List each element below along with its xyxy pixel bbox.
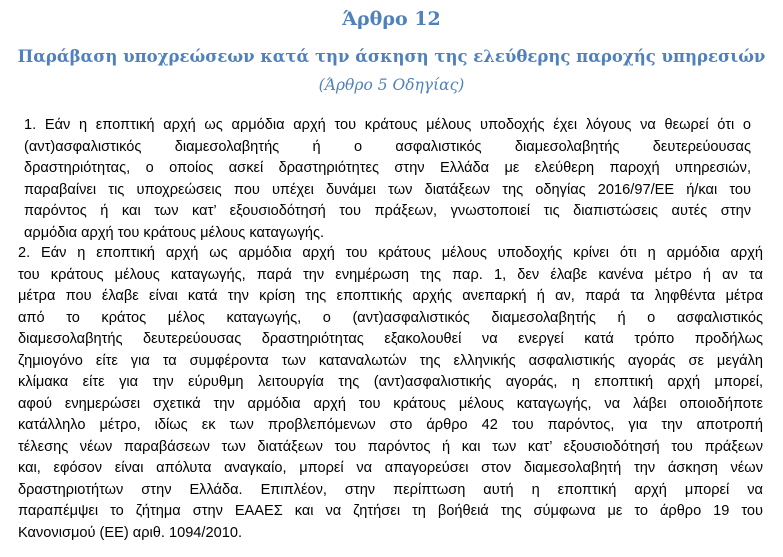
paragraph-line: από το κράτος μέλος καταγωγής, ο (αντ)ασφαλιστικός διαμεσολαβητής ή ο ασφαλιστικός (18, 309, 763, 326)
paragraph-line: μέτρα που έλαβε είναι κατά την κρίση της εποπτικής αρχής ανεπαρκή ή αν, παρά τα ληφθέντα μέτρα (18, 288, 763, 304)
paragraph-line: του κράτους μέλους καταγωγής, παρά την ενημέρωση της παρ. 1, δεν έλαβε κανένα μέτρο ή αν τα (18, 266, 763, 283)
paragraph-line: παρόντος ή και των κατ’ εξουσιοδότησή του πράξεων, γνωστοποιεί τις διαπιστώσεις αυτές στην (24, 203, 751, 219)
paragraph-line: 2. Εάν η εποπτική αρχή ως αρμόδια αρχή του κράτους μέλους υποδοχής κρίνει ότι η αρμόδια αρχή (18, 245, 763, 261)
paragraph-line: ζημιογόνο είτε για τα συμφέροντα των καταναλωτών της ελληνικής ασφαλιστικής αγοράς σε μεγάλη (18, 352, 763, 369)
paragraph-line: Κανονισμού (ΕΕ) αριθ. 1094/2010. (18, 524, 243, 541)
paragraph-line: τέλεσης νέων παραβάσεων των διατάξεων του παρόντος ή και των κατ’ εξουσιοδότησή του πράξεων (18, 438, 763, 455)
paragraph-line: κλίμακα είτε για την εύρυθμη λειτουργία της (αντ)ασφαλιστικής αγοράς, η εποπτική αρχή μπορεί, (18, 374, 763, 390)
paragraph-line: δραστηριότητας, ο οποίος ασκεί δραστηριότητες στην Ελλάδα με ελεύθερη παροχή υπηρεσιών, (24, 160, 751, 176)
paragraph-2 (18, 243, 763, 544)
paragraph-line: παραπέμψει το ζήτημα στην ΕΑΑΕΣ και να ζητήσει τη βοήθειά της σύμφωνα με το άρθρο 19 του (18, 503, 763, 519)
paragraph-line: (αντ)ασφαλιστικός διαμεσολαβητής ή ο ασφαλιστικός διαμεσολαβητής δευτερεύουσας (24, 138, 751, 155)
article-heading: Παράβαση υποχρεώσεων κατά την άσκηση της ελεύθερης παροχής υπηρεσιών (17, 47, 766, 66)
paragraph-line: κατάλληλο μέτρο, ιδίως εκ των προβλεπόμενων στο άρθρο 42 του παρόντος, για την αποτροπή (18, 417, 763, 433)
article-title: Άρθρο 12 (342, 8, 441, 30)
paragraph-line: δραστηριοτήτων στην Ελλάδα. Επιπλέον, στην περίπτωση αυτή η εποπτική αρχή μπορεί να (18, 481, 763, 498)
paragraph-line: αρμόδια αρχή του κράτους μέλους καταγωγής. (24, 224, 325, 241)
paragraph-line: αφού ενημερώσει σχετικά την αρμόδια αρχή του κράτους μέλους καταγωγής, να λάβει οποιοδήποτε (18, 395, 763, 412)
paragraph-1 (24, 115, 751, 244)
article-subheading: (Άρθρο 5 Οδηγίας) (318, 76, 465, 94)
paragraph-line: διαμεσολαβητής δευτερεύουσας δραστηριότητας εξακολουθεί να ενεργεί κατά τρόπο προδήλως (18, 331, 763, 347)
paragraph-line: παραβαίνει τις υποχρεώσεις που υπέχει δυνάμει των διατάξεων της οδηγίας 2016/97/ΕΕ ή/και του (24, 181, 751, 198)
paragraph-line: και, εφόσον είναι απόλυτα αναγκαίο, μπορεί να απαγορεύσει στον διαμεσολαβητή την άσκηση νέων (18, 460, 763, 476)
paragraph-line: 1. Εάν η εποπτική αρχή ως αρμόδια αρχή του κράτους μέλους υποδοχής έχει λόγους να θεωρεί ότι ο (24, 117, 751, 133)
